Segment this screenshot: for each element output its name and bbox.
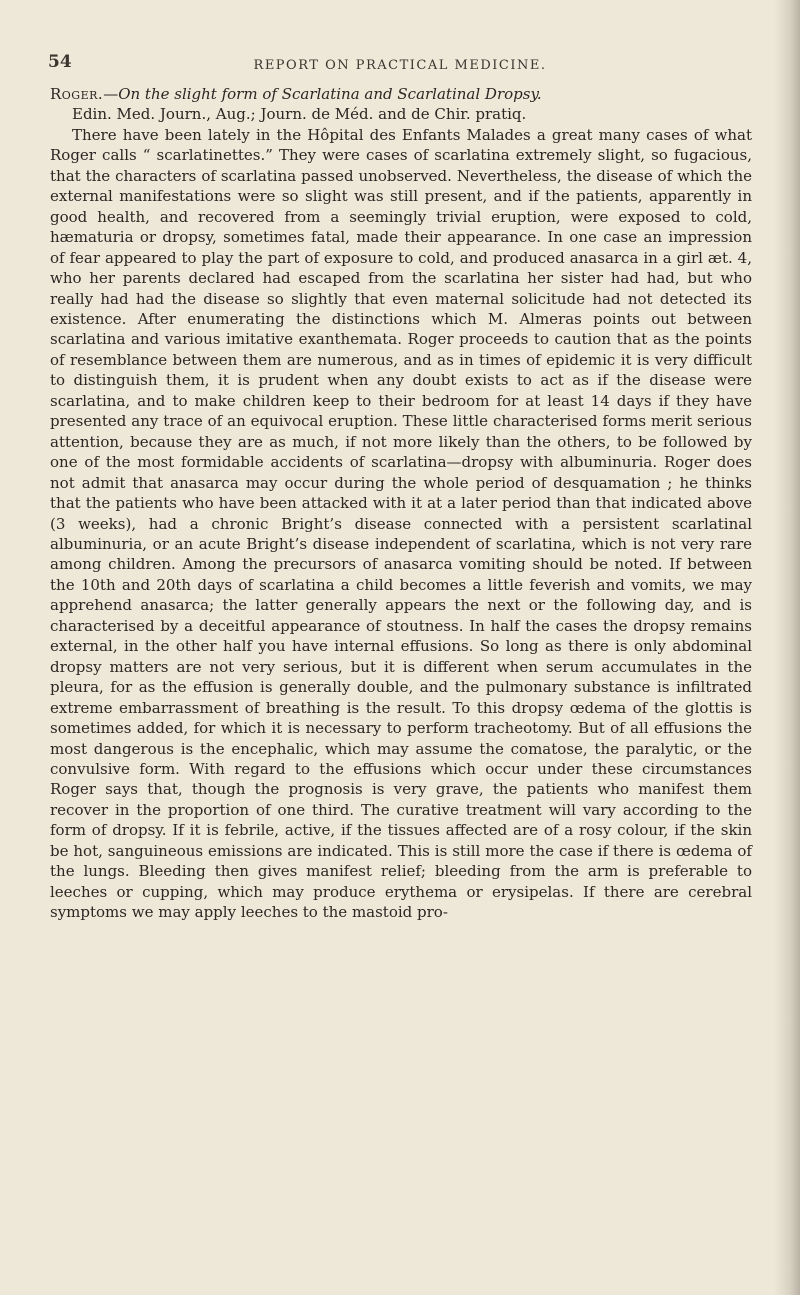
page-number: 54 [48,52,72,72]
entry-heading [50,84,752,104]
page-edge-shadow [774,0,800,1295]
entry-title: On the slight form of Scarlatina and Scarlatinal Dropsy. [118,85,542,103]
entry-body-paragraph: There have been lately in the Hôpital des Enfants Malades a great many cases of what Roger calls “ scarlatinettes.” They were cases of scarlatina extremely slight, so fugacious, that the characters of scarlatina passed unobserved. Nevertheless, the disease of which the external manifestations were so slight was still present, and if the patients, apparently in good health, and recovered from a seemingly trivial eruption, were exposed to cold, hæmaturia or dropsy, sometimes fatal, made their appearance. In one case an impression of fear appeared to play the part of exposure to cold, and produced anasarca in a girl æt. 4, who her parents declared had escaped from the scarlatina her sister had had, but who really had had the disease so slightly that even maternal solicitude had not detected its existence. After enumerating the distinctions which M. Almeras points out between scarlatina and various imitative exanthemata. Roger proceeds to caution that as the points of resemblance between them are numerous, and as in times of epidemic it is very difficult to distinguish them, it is prudent when any doubt exists to act as if the disease were scarlatina, and to make children keep to their bedroom for at least 14 days if they have presented any trace of an equivocal eruption. These little characterised forms merit serious attention, because they are as much, if not more likely than the others, to be followed by one of the most formidable accidents of scarlatina—dropsy with albuminuria. Roger does not admit that anasarca may occur during the whole period of desquamation ; he thinks that the patients who have been attacked with it at a later period than that indicated above (3 weeks), had a chronic Bright’s disease connected with a persistent scarlatinal albuminuria, or an acute Bright’s disease independent of scarlatina, which is not very rare among children. Among the precursors of anasarca vomiting should be noted. If between the 10th and 20th days of scarlatina a child becomes a little feverish and vomits, we may apprehend anasarca; the latter generally appears the next or the following day, and is characterised by a deceitful appearance of stoutness. In half the cases the dropsy remains external, in the other half you have internal effusions. So long as there is only abdominal dropsy matters are not very serious, but it is different when serum accumulates in the pleura, for as the effusion is generally double, and the pulmonary substance is infiltrated extreme embarrassment of breathing is the result. To this dropsy œdema of the glottis is sometimes added, for which it is necessary to perform tracheotomy. But of all effusions the most dangerous is the encephalic, which may assume the comatose, the paralytic, or the convulsive form. With regard to the effusions which occur under these circumstances Roger says that, though the prognosis is very grave, the patients who manifest them recover in the proportion of one third. The curative treatment will vary according to the form of dropsy. If it is febrile, active, if the tissues affected are of a rosy colour, if the skin be hot, sanguineous emissions are indicated. This is still more the case if there is œdema of the lungs. Bleeding then gives manifest relief; bleeding from the arm is preferable to leeches or cupping, which may produce erythema or erysipelas. If there are cerebral symptoms we may apply leeches to the mastoid pro- [50,125,752,922]
entry-citation: Edin. Med. Journ., Aug.; Journ. de Méd. and de Chir. pratiq. [72,105,527,124]
article-body [50,84,752,923]
entry-author: Roger. [50,85,104,103]
entry-dash: — [103,85,119,103]
running-title: REPORT ON PRACTICAL MEDICINE. [253,58,547,73]
